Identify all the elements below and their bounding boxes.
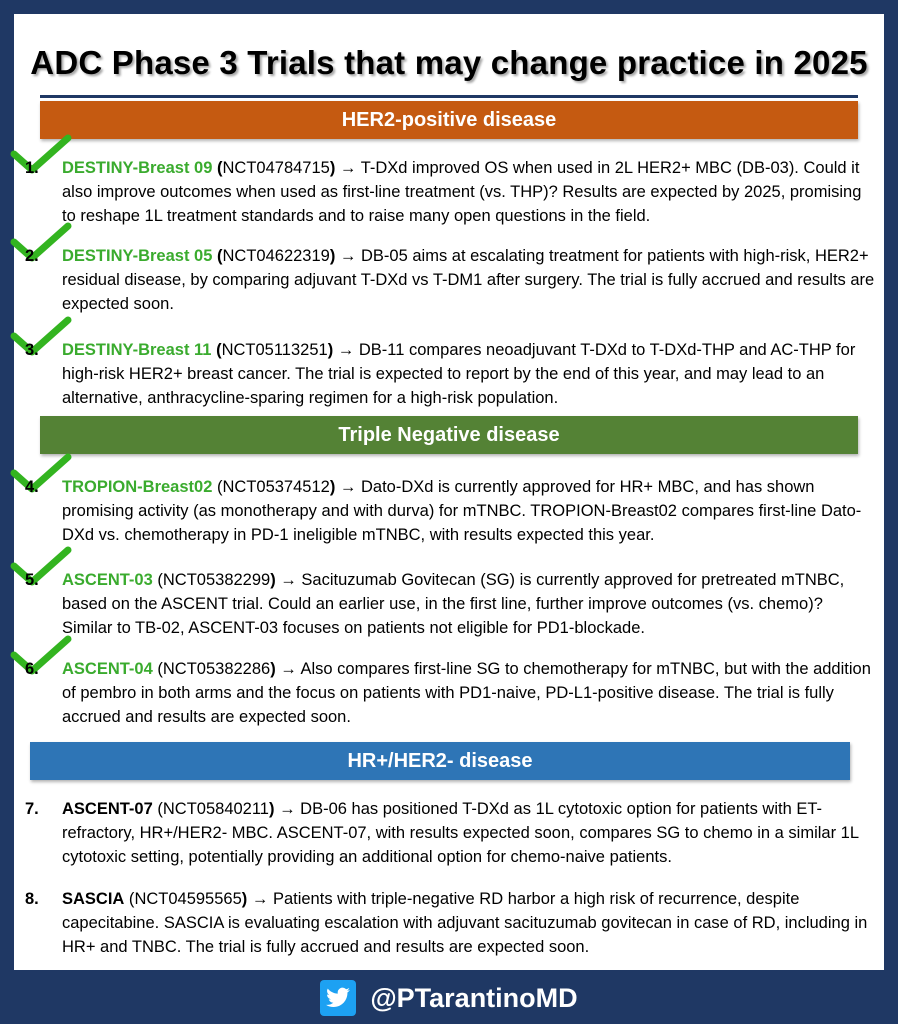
footer — [0, 980, 898, 1016]
trial-description: DB-11 compares neoadjuvant T-DXd to T-DXd-THP and AC-THP for high-risk HER2+ breast cancer. The trial is expected to report by the end of this year, and may lead to an alternative, anthracycline-sparing regimen for a high-risk population. — [62, 341, 856, 407]
trial-item: 8. SASCIA (NCT04595565) → Patients with triple-negative RD harbor a high risk of recurrence, despite capecitabine. SASCIA is evaluating escalation with adjuvant sacituzumab govitecan in case of RD, including in HR+ and TNBC. The trial is fully accrued and results are expected soon. — [62, 887, 877, 959]
item-number: 1. — [25, 159, 39, 177]
trial-description: Also compares first-line SG to chemotherapy for mTNBC, but with the addition of pembro in both arms and the focus on patients with PD1-naive, PD-L1-positive disease. The trial is fully accrued and results are expected soon. — [62, 660, 871, 726]
item-number: 2. — [25, 247, 39, 265]
arrow-icon: → — [280, 660, 297, 678]
trial-description: Patients with triple-negative RD harbor a high risk of recurrence, despite capecitabine. SASCIA is evaluating escalation with adjuvant sacituzumab govitecan in case of RD, including in HR+ and TNBC. The trial is fully accrued and results are expected soon. — [62, 890, 868, 956]
title-divider — [40, 95, 858, 98]
trial-description: Dato-DXd is currently approved for HR+ MBC, and has shown promising activity (as monotherapy and with durva) for mTNBC. TROPION-Breast02 compares first-line Dato-DXd vs. chemotherapy in PD-1 ineligible mTNBC, with results expected this year. — [62, 478, 862, 544]
arrow-icon: → — [251, 890, 269, 908]
nct-id: NCT05382286 — [162, 660, 271, 678]
trial-description: DB-06 has positioned T-DXd as 1L cytotoxic option for patients with ET-refractory, HR+/HER2- MBC. ASCENT-07, with results expected soon, compares SG to chemo in a similar 1L cytotoxic setting, potentially providing an additional option for chemo-naive patients. — [62, 800, 859, 866]
item-number: 5. — [25, 571, 39, 589]
page-title: ADC Phase 3 Trials that may change practice in 2025 — [30, 44, 868, 81]
nct-id: NCT05840211 — [162, 800, 269, 818]
trial-item: 7. ASCENT-07 (NCT05840211) → DB-06 has positioned T-DXd as 1L cytotoxic option for patients with ET-refractory, HR+/HER2- MBC. ASCENT-07, with results expected soon, compares SG to chemo in a similar 1L cytotoxic setting, potentially providing an additional option for chemo-naive patients. — [62, 797, 877, 869]
arrow-icon: → — [339, 247, 357, 265]
trial-description: T-DXd improved OS when used in 2L HER2+ MBC (DB-03). Could it also improve outcomes when used as first-line treatment (vs. THP)? Results are expected by 2025, promising to reshape 1L treatment standards and to raise many open questions in the field. — [62, 159, 862, 225]
arrow-icon: → — [280, 571, 297, 589]
item-number: 4. — [25, 478, 39, 496]
nct-id: NCT05113251 — [221, 341, 328, 359]
trial-name: SASCIA — [62, 890, 125, 908]
twitter-icon[interactable] — [320, 980, 356, 1016]
trial-name: ASCENT-03 — [62, 571, 153, 589]
section-header-triple-negative: Triple Negative disease — [40, 416, 858, 454]
nct-id: NCT05382299 — [162, 571, 271, 589]
checkmark-icon — [10, 316, 72, 358]
arrow-icon: → — [337, 341, 355, 359]
arrow-icon: → — [279, 800, 296, 818]
checkmark-icon — [10, 635, 72, 677]
nct-id: NCT04784715 — [222, 159, 330, 177]
trial-item: 5. ASCENT-03 (NCT05382299) → Sacituzumab Govitecan (SG) is currently approved for pretreated mTNBC, based on the ASCENT trial. Could an earlier use, in the first line, further improve outcomes (vs. chemo)? Similar to TB-02, ASCENT-03 focuses on patients not eligible for PD1-blockade. — [62, 568, 877, 640]
twitter-handle[interactable]: @PTarantinoMD — [370, 982, 578, 1013]
nct-id: NCT04595565 — [134, 890, 242, 908]
trial-name: TROPION-Breast02 — [62, 478, 213, 496]
trial-name: ASCENT-07 — [62, 800, 153, 818]
arrow-icon: → — [339, 478, 357, 496]
trial-item: 6. ASCENT-04 (NCT05382286) → Also compares first-line SG to chemotherapy for mTNBC, but with the addition of pembro in both arms and the focus on patients with PD1-naive, PD-L1-positive disease. The trial is fully accrued and results are expected soon. — [62, 657, 877, 729]
trial-name: ASCENT-04 — [62, 660, 153, 678]
trial-description: Sacituzumab Govitecan (SG) is currently approved for pretreated mTNBC, based on the ASCENT trial. Could an earlier use, in the first line, further improve outcomes (vs. chemo)? Similar to TB-02, ASCENT-03 focuses on patients not eligible for PD1-blockade. — [62, 571, 845, 637]
item-number: 6. — [25, 660, 39, 678]
trial-name: DESTINY-Breast 09 — [62, 159, 213, 177]
nct-id: NCT04622319 — [222, 247, 330, 265]
trial-item: 1. DESTINY-Breast 09 (NCT04784715) → T-DXd improved OS when used in 2L HER2+ MBC (DB-03). Could it also improve outcomes when used as first-line treatment (vs. THP)? Results are expected by 2025, promising to reshape 1L treatment standards and to raise many open questions in the field. — [62, 156, 877, 228]
trial-item: 3. DESTINY-Breast 11 (NCT05113251) → DB-11 compares neoadjuvant T-DXd to T-DXd-THP and AC-THP for high-risk HER2+ breast cancer. The trial is expected to report by the end of this year, and may lead to an alternative, anthracycline-sparing regimen for a high-risk population. — [62, 338, 877, 410]
trial-item: 4. TROPION-Breast02 (NCT05374512) → Dato-DXd is currently approved for HR+ MBC, and has shown promising activity (as monotherapy and with durva) for mTNBC. TROPION-Breast02 compares first-line Dato-DXd vs. chemotherapy in PD-1 ineligible mTNBC, with results expected this year. — [62, 475, 877, 547]
item-number: 3. — [25, 341, 39, 359]
trial-description: DB-05 aims at escalating treatment for patients with high-risk, HER2+ residual disease, by comparing adjuvant T-DXd vs T-DM1 after surgery. The trial is fully accrued and results are expected soon. — [62, 247, 875, 313]
trial-name: DESTINY-Breast 11 — [62, 341, 212, 359]
item-number: 8. — [25, 890, 39, 908]
item-number: 7. — [25, 800, 39, 818]
nct-id: NCT05374512 — [222, 478, 330, 496]
checkmark-icon — [10, 546, 72, 588]
slide-card — [14, 14, 884, 970]
section-header-hr-her2-negative: HR+/HER2- disease — [30, 742, 850, 780]
section-header-her2: HER2-positive disease — [40, 101, 858, 139]
trial-item: 2. DESTINY-Breast 05 (NCT04622319) → DB-05 aims at escalating treatment for patients with high-risk, HER2+ residual disease, by comparing adjuvant T-DXd vs T-DM1 after surgery. The trial is fully accrued and results are expected soon. — [62, 244, 877, 316]
checkmark-icon — [10, 134, 72, 176]
trial-name: DESTINY-Breast 05 — [62, 247, 213, 265]
checkmark-icon — [10, 222, 72, 264]
checkmark-icon — [10, 453, 72, 495]
arrow-icon: → — [339, 159, 357, 177]
